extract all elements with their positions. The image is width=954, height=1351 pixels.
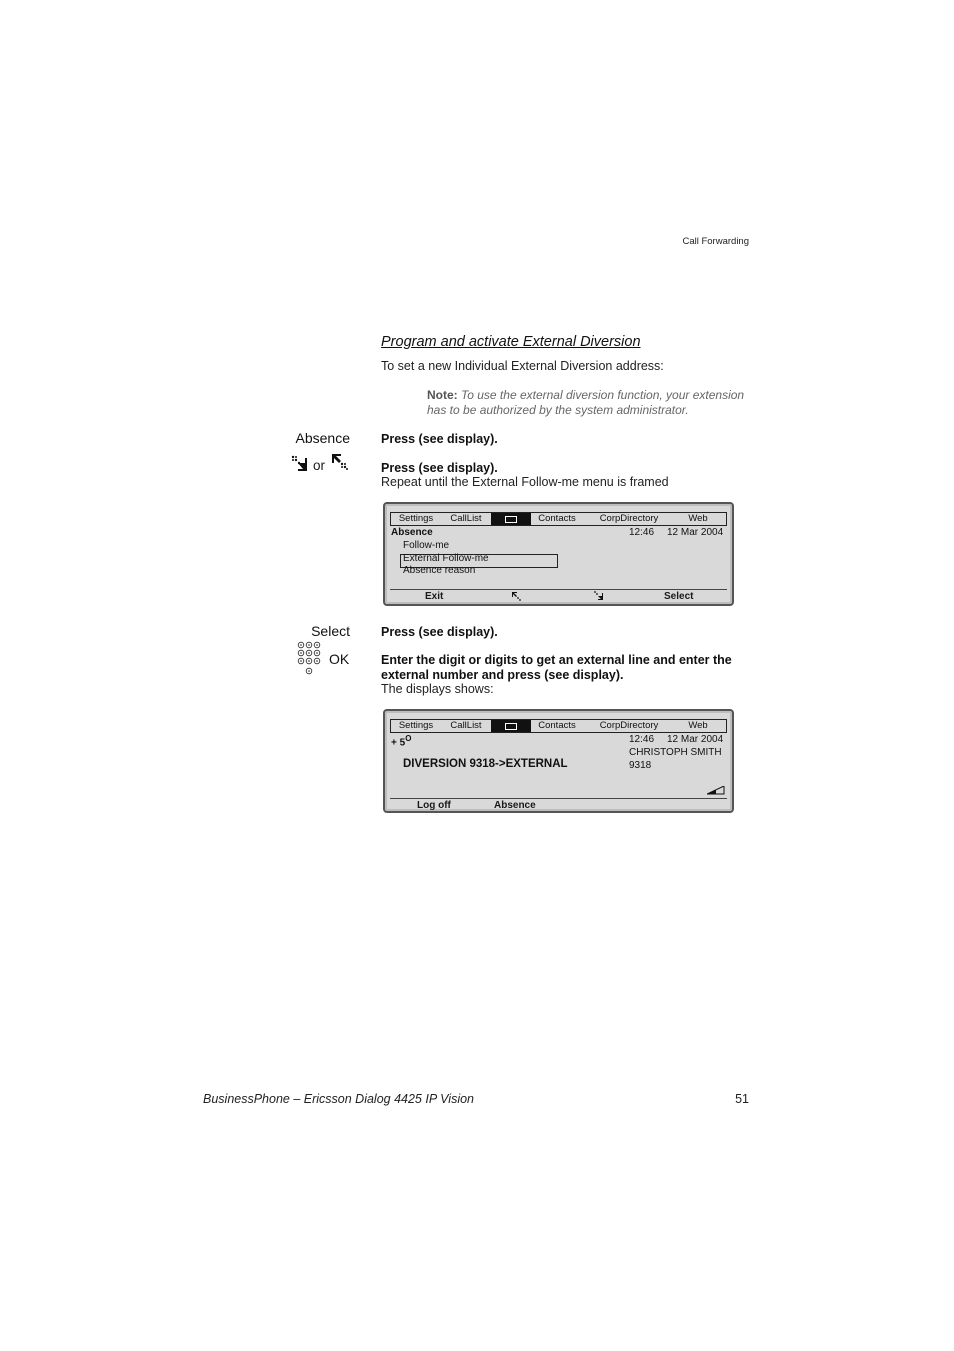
tab-contacts[interactable]: Contacts [538, 720, 576, 731]
display-date: 12 Mar 2004 [667, 527, 724, 538]
step3-instruction: Press (see display). [381, 625, 498, 639]
arrow-down-icon [594, 591, 604, 601]
ok-key-label[interactable]: OK [329, 651, 350, 667]
line-superscript: O [405, 734, 412, 743]
running-header: Call Forwarding [682, 236, 749, 247]
select-key-label[interactable]: Select [311, 623, 350, 639]
note-text: To use the external diversion function, your extension has to be authorized by the system administrator. [427, 388, 745, 417]
phone-display-absence-menu [383, 502, 734, 606]
tab-web[interactable]: Web [688, 513, 708, 524]
softkey-absence[interactable]: Absence [494, 800, 536, 811]
menu-item-absence-reason[interactable]: Absence reason [403, 565, 476, 576]
softkey-log-off[interactable]: Log off [417, 800, 451, 811]
tab-settings[interactable]: Settings [398, 513, 434, 524]
arrow-up-icon [511, 591, 521, 601]
diversion-status: DIVERSION 9318->EXTERNAL [403, 758, 568, 770]
tab-contacts[interactable]: Contacts [538, 513, 576, 524]
display-tab-bar [390, 719, 727, 733]
user-number: 9318 [629, 760, 652, 771]
display-tab-icon [505, 516, 517, 523]
user-name: CHRISTOPH SMITH [629, 747, 722, 758]
phone-display-diversion [383, 709, 734, 813]
signal-strength-icon [707, 786, 725, 795]
tab-absence-active[interactable] [491, 720, 531, 732]
note [427, 388, 757, 417]
tab-corpdirectory[interactable]: CorpDirectory [599, 513, 659, 524]
display-time: 12:46 [629, 527, 655, 538]
display-date: 12 Mar 2004 [667, 734, 724, 745]
softkey-up-arrow[interactable] [511, 591, 521, 601]
tab-settings[interactable]: Settings [398, 720, 434, 731]
display-tab-bar [390, 512, 727, 526]
absence-key-label[interactable]: Absence [295, 430, 350, 446]
step4-detail: The displays shows: [381, 682, 494, 696]
line-indicator [391, 734, 411, 748]
display-heading: Absence [391, 527, 433, 538]
intro-text: To set a new Individual External Diversion address: [381, 359, 664, 373]
display-tab-icon [505, 723, 517, 730]
step4-instruction: Enter the digit or digits to get an external line and enter the external number and press (see display). [381, 653, 732, 682]
menu-item-follow-me[interactable]: Follow-me [403, 540, 450, 551]
or-text: or [313, 458, 326, 473]
step1-instruction: Press (see display). [381, 432, 498, 446]
softkey-bar [390, 798, 727, 811]
tab-web[interactable]: Web [688, 720, 708, 731]
note-label: Note: [427, 388, 458, 402]
arrow-down-icon[interactable] [291, 455, 309, 473]
display-time: 12:46 [629, 734, 655, 745]
keypad-icon[interactable] [297, 641, 323, 677]
arrow-up-icon[interactable] [331, 453, 349, 471]
tab-absence-active[interactable] [491, 513, 531, 525]
line-prefix: + 5 [391, 737, 406, 749]
section-title: Program and activate External Diversion [381, 334, 641, 350]
softkey-down-arrow[interactable] [594, 591, 604, 601]
page-number: 51 [735, 1092, 749, 1106]
nav-keys [291, 455, 351, 475]
tab-calllist[interactable]: CallList [450, 720, 482, 731]
softkey-select[interactable]: Select [664, 591, 694, 602]
step2-detail: Repeat until the External Follow-me menu is framed [381, 475, 669, 489]
menu-item-external-follow-me[interactable]: External Follow-me [403, 553, 489, 564]
footer-doc-title: BusinessPhone – Ericsson Dialog 4425 IP Vision [203, 1092, 474, 1106]
tab-corpdirectory[interactable]: CorpDirectory [599, 720, 659, 731]
step2-instruction: Press (see display). [381, 461, 498, 475]
softkey-bar [390, 589, 727, 602]
softkey-exit[interactable]: Exit [425, 591, 444, 602]
tab-calllist[interactable]: CallList [450, 513, 482, 524]
